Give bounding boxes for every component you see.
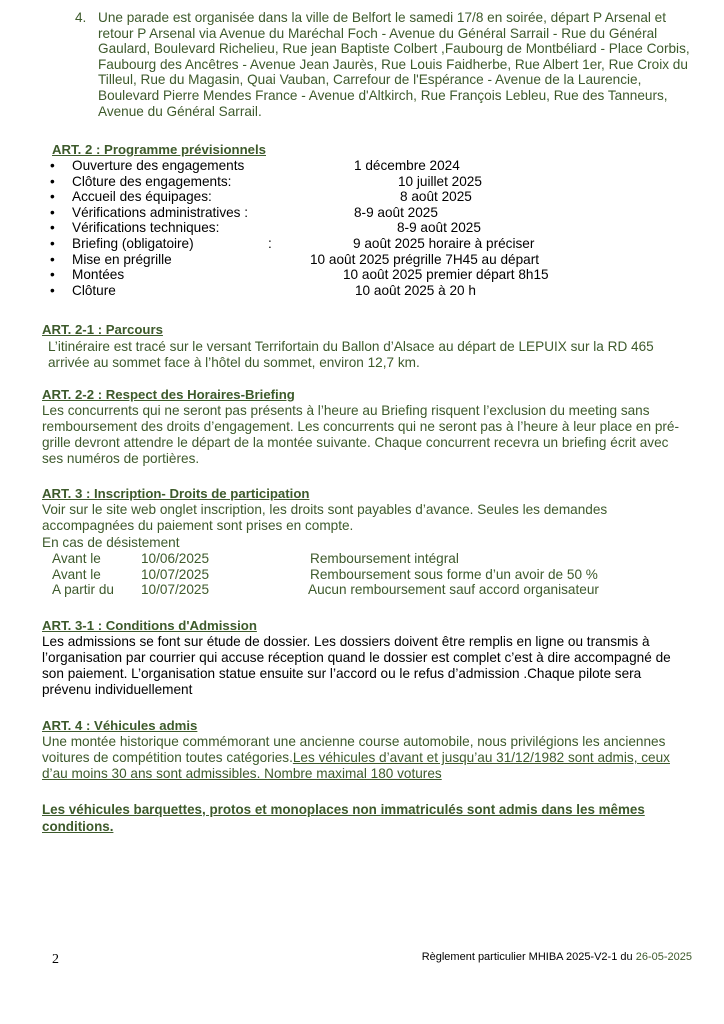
footer-title: Règlement particulier MHIBA 2025-V2-1 du 26-05-2025 — [421, 951, 692, 963]
cancellation-table — [52, 551, 692, 598]
art22-text: Les concurrents qui ne seront pas présents à l’heure au Briefing risquent l’exclusion du meeting sans remboursement des droits d’engagement. Les concurrents qui ne seront pas à l’heure à leur place en pré-grille devront attendre le départ de la montée suivante. Chaque concurrent recevra un briefing écrit avec ses numéros de portières. — [42, 403, 680, 466]
art22-heading: ART. 2-2 : Respect des Horaires-Briefing — [42, 387, 295, 402]
parade-paragraph — [75, 10, 690, 119]
parade-text: Une parade est organisée dans la ville de Belfort le samedi 17/8 en soirée, départ P Arsenal et retour P Arsenal via Avenue du Maréchal Foch - Avenue du Général Sarrail - Rue du Général Gaulard, Boulevard Richelieu, Rue jean Baptiste Colbert ,Faubourg de Montbéliard - Place Corbis, Faubourg des Ancêtres - Avenue Jean Jaurès, Rue Louis Faidherbe, Rue Albert 1er, Rue Croix du Tilleul, Rue du Magasin, Quai Vauban, Carrefour de l'Espérance - Avenue de la Laurencie, Boulevard Pierre Mendes France - Avenue d'Altkirch, Rue François Lebleu, Rue des Tanneurs, Avenue du Général Sarrail. — [98, 10, 690, 119]
admission-conditions-text: Les véhicules d’avant et jusqu’au 31/12/1982 sont admis, ceux d’au moins 30 ans sont admissibles. Nombre maximal 180 votures — [42, 750, 670, 781]
table-row: Avant le 10/06/2025 Remboursement intégral — [52, 551, 459, 566]
page-number: 2 — [52, 952, 59, 967]
final-note: Les véhicules barquettes, protos et monoplaces non immatriculés sont admis dans les mêmes conditions. — [42, 802, 645, 834]
art21-heading: ART. 2-1 : Parcours — [42, 322, 163, 337]
document-page: 4. Une parade est organisée dans la ville de Belfort le samedi 17/8 en soirée, départ P Arsenal et retour P Arsenal via Avenue du Maréchal Foch - Avenue du Général Sarrail - Rue du Général Gaulard, Boulevard Richelieu, Rue jean Baptiste Colbert ,Faubourg de Montbéliard - Place Corbis, Faubourg des Ancêtres - Avenue Jean Jaurès, Rue Louis Faidherbe, Rue Albert 1er, Rue Croix du Tilleul, Rue du Magasin, Quai Vauban, Carrefour de l'Espérance - Avenue de la Laurencie, Boulevard Pierre Mendes France - Avenue d'Altkirch, Rue François Lebleu, Rue des Tanneurs, Avenue du Général Sarrail. ART. 2 : Programme prévisionnels • Ouverture des engagements 1 décembre 2024 • Clôture des engagements: 10 juillet 2025 • Accueil des équipages: 8 août 2025 • Vérifications administratives : 8-9 août 2025 • Vérifications techniques: 8-9 août 2025 • Briefing (obligatoire) : 9 août 2025 horaire à préciser • Mise en prégrille 10 août 2025 prégrille 7H45 au départ • Montées 10 août 2025 premier départ 8h15 • Clôture 10 août 2025 à 20 h ART. 2-1 : Parcours L’itinéraire est tracé sur le versant Terrifortain du Ballon d’Alsace au départ de LEPUIX sur la RD 465 arrivée au sommet face à l’hôtel du sommet, environ 12,7 km. ART. 2-2 : Respect des Horaires-Briefing Les concurrents qui ne seront pas présents à l’heure au Briefing risquent l’exclusion du meeting sans remboursement des droits d’engagement. Les concurrents qui ne seront pas à l’heure à leur place en pré-grille devront attendre le départ de la montée suivante. Chaque concurrent recevra un briefing écrit avec ses numéros de portières. ART. 3 : Inscription- Droits de participation Voir sur le site web onglet inscription, les droits sont payables d’avance. Seules les demandes accompagnées du paiement sont prises en compte. En cas de désistement Avant le 10/06/2025 Remboursement intégral Avant le 10/07/2025 Remboursement sous forme d’un avoir de 50 % A partir du 10/07/2025 Aucun remboursement sauf accord organisateur ART. 3-1 : Conditions d'Admission Les admissions se font sur étude de dossier. Les dossiers doivent être remplis en ligne ou transmis à l’organisation par courrier qui accuse réception quand le dossier est complet c’est à dire accompagné de son paiement. L’organisation statue ensuite sur l’accord ou le refus d’admission .Chaque pilote sera prévenu individuellement ART. 4 : Véhicules admis Une montée historique commémorant une ancienne course automobile, nous privilégions les anciennes voitures de compétition toutes catégories.Les véhicules d’avant et jusqu’au 31/12/1982 sont admis, ceux d’au moins 30 ans sont admissibles. Nombre maximal 180 votures Les véhicules barquettes, protos et monoplaces non immatriculés sont admis dans les mêmes conditions. 2 Règlement particulier MHIBA 2025-V2-1 du 26-05-2025 — [42, 10, 692, 967]
art31-heading: ART. 3-1 : Conditions d'Admission — [42, 618, 257, 633]
art4-text: Une montée historique commémorant une ancienne course automobile, nous privilégions les anciennes voitures de compétition toutes catégories.Les véhicules d’avant et jusqu’au 31/12/1982 sont admis, ceux d’au moins 30 ans sont admissibles. Nombre maximal 180 votures — [42, 734, 670, 781]
art21-text: L’itinéraire est tracé sur le versant Terrifortain du Ballon d’Alsace au départ de LEPUIX sur la RD 465 arrivée au sommet face à l’hôtel du sommet, environ 12,7 km. — [48, 339, 654, 370]
list-number: 4. — [75, 10, 87, 25]
art31-text: Les admissions se font sur étude de dossier. Les dossiers doivent être remplis en ligne ou transmis à l’organisation par courrier qui accuse réception quand le dossier est complet c’est à dire accompagné de son paiement. L’organisation statue ensuite sur l’accord ou le refus d’admission .Chaque pilote sera prévenu individuellement — [42, 634, 671, 697]
art3-heading: ART. 3 : Inscription- Droits de participation — [42, 486, 310, 501]
art2-heading: ART. 2 : Programme prévisionnels — [52, 142, 266, 157]
art3-text: Voir sur le site web onglet inscription, les droits sont payables d’avance. Seules les demandes accompagnées du paiement sont prises en compte. — [42, 502, 608, 533]
table-row: Avant le 10/07/2025 Remboursement sous forme d’un avoir de 50 % — [52, 566, 598, 582]
art4-heading: ART. 4 : Véhicules admis — [42, 718, 198, 733]
cancel-title: En cas de désistement — [42, 535, 180, 550]
table-row: A partir du 10/07/2025 Aucun remboursement sauf accord organisateur — [52, 582, 599, 598]
